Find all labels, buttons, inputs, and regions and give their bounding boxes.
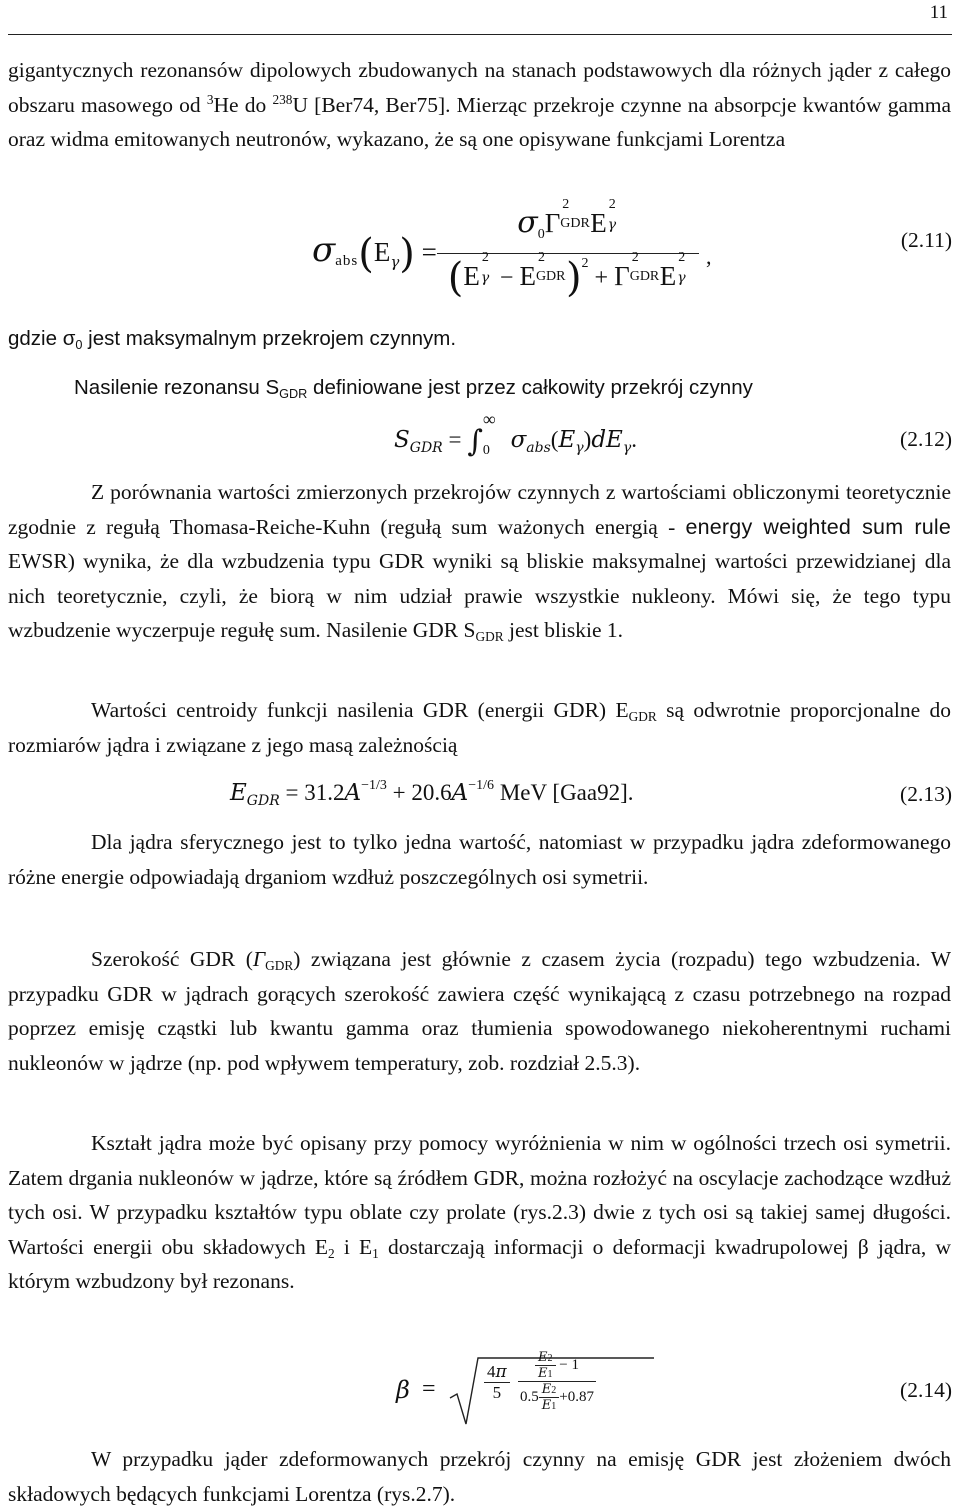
equation-2-12-number: (2.12) <box>900 427 952 451</box>
header-rule <box>8 34 952 35</box>
shape-paragraph: Kształt jądra może być opisany przy pomocy wyróżnienia w nim w ogólności trzech osi symetrii. Zatem drgania nukleonów w jądrze, które są źródłem GDR, można rozłożyć na oscylacje zachodzące wzdłuż tych osi. W przypadku kształtów typu oblate czy prolate (rys.2.3) dwie z tych osi są takiej samej długości. Wartości energii obu składowych $E_2$ i $E_1$ dostarczają informacji o deformacji kwadrupolowej β jądra, w którym wzbudzony był rezonans. <box>8 1131 951 1294</box>
centroid-paragraph: Wartości centroidy funkcji nasilenia GDR (energii GDR) $E_{GDR}$ są odwrotnie proporcjonalne do rozmiarów jądra i związane z jego masą zależnością <box>8 698 952 757</box>
spherical-paragraph: Dla jądra sferycznego jest to tylko jedna wartość, natomiast w przypadku jądra zdeformowanego różne energie odpowiadają drganiom wzdłuż poszczególnych osi symetrii. <box>8 830 951 889</box>
last-paragraph: W przypadku jąder zdeformowanych przekrój czynny na emisję GDR jest złożeniem dwóch składowych będących funkcjami Lorentza (rys.2.7). <box>8 1447 951 1506</box>
strength-intro: Nasilenie rezonansu $S_{GDR}$ definiowane jest przez całkowity przekrój czynny <box>74 376 753 401</box>
sigma-note: gdzie $\sigma_0$ jest maksymalnym przekrojem czynnym. <box>8 327 457 352</box>
width-paragraph: Szerokość GDR $(\Gamma_{GDR})$ związana jest głównie z czasem życia (rozpadu) tego wzbudzenia. W przypadku GDR w jądrach gorących szerokość zawiera część wynikającą z czasu potrzebnego na rozpad poprzez emisję cząstki lub kwantu gamma oraz tłumienia spowodowanego niekoherentnymi ruchami nukleonów w jądrze (np. pod wpływem temperatury, zob. rozdział 2.5.3). <box>8 947 952 1075</box>
equation-2-11-denominator: (E 2 γ − E 2 GDR )$^2$ + Γ 2 GDR E 2 γ <box>447 250 686 301</box>
intro-line-4: wykazano, że są one opisywane funkcjami Lorentza <box>336 127 786 152</box>
equation-2-11-fraction-bar <box>437 253 699 254</box>
four-pi-over-five: $\frac{4\pi}{5}$ <box>484 1362 510 1403</box>
energy-ratio-fraction: $\frac{E2}{E1}$ − 1 0.5 $\frac{E2}{E1}$ +0.87 <box>520 1350 594 1413</box>
comparison-paragraph: Z porównania wartości zmierzonych przekrojów czynnych z wartościami obliczonymi teoretycznie zgodnie z regułą Thomasa-Reiche-Kuhn (regułą sum ważonych energią - energy weighted sum rule EWSR) wynika, że dla wzbudzenia typu GDR wyniki są bliskie maksymalnej wartości przewidzianej dla nich teoretycznie, czyli, że biorą w nim udział prawie wszystkie nukleony. Mówi się, że tego typu wzbudzenie wyczerpuje regułę sum. Nasilenie GDR $S_{GDR}$ jest bliskie 1. <box>8 480 951 645</box>
equation-2-14-number: (2.14) <box>900 1378 952 1402</box>
equation-2-13: $E_{GDR} = 31.2A^{-1/3} + 20.6A^{-1/6}$ MeV [Gaa92]. <box>230 778 634 809</box>
equation-2-12: $S_{GDR}$ = ∫ ∞ 0 $\sigma_{abs}(E_\gamma)dE_\gamma$. <box>394 409 637 459</box>
equation-2-13-number: (2.13) <box>900 782 952 806</box>
intro-line-1: gigantycznych rezonansów dipolowych zbudowanych na stanach podstawowych dla <box>8 58 746 82</box>
equation-2-11-comma: , <box>706 244 712 269</box>
intro-paragraph <box>8 53 951 157</box>
equation-2-11-lhs: $\sigma abs(E_\gamma)$ = <box>312 230 437 277</box>
equation-2-11-numerator: $\sigma_0\Gamma$ 2 GDR E 2 γ <box>517 197 617 242</box>
page-number: 11 <box>929 2 948 23</box>
intro-line-2: różnych jąder z całego obszaru masowego od $^3$He do $^{238}$U [Ber74, Ber75]. Mierząc <box>8 58 952 117</box>
intro-line-3: przekroje czynne na absorpcje kwantów gamma oraz widma emitowanych neutronów, <box>8 92 952 152</box>
equation-2-11-number: (2.11) <box>900 228 952 252</box>
